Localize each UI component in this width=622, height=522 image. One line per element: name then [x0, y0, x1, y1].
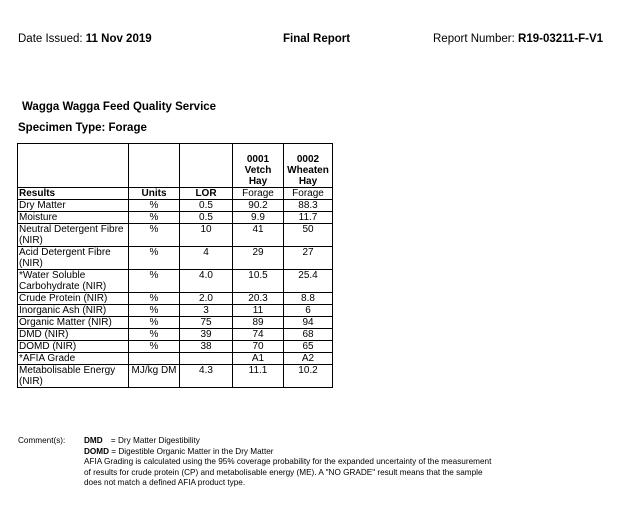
dmd-definition: = Dry Matter Digestibility — [108, 436, 200, 445]
result-lor: 10 — [180, 224, 233, 247]
table-row — [18, 247, 333, 270]
result-name: Moisture — [18, 212, 129, 224]
result-name: Metabolisable Energy (NIR) — [18, 365, 129, 388]
table-row — [18, 212, 333, 224]
result-lor — [180, 353, 233, 365]
result-sample2: 50 — [284, 224, 333, 247]
report-status: Final Report — [283, 33, 351, 45]
result-lor: 0.5 — [180, 212, 233, 224]
report-number-value: R19-03211-F-V1 — [518, 33, 604, 45]
table-row — [18, 317, 333, 329]
afia-note-line2: of results for crude protein (CP) and metabolisable energy (ME). A "NO GRADE" result means that the sample — [84, 467, 483, 477]
report-number-label: Report Number: — [433, 33, 515, 45]
result-sample2: 68 — [284, 329, 333, 341]
result-name: Neutral Detergent Fibre (NIR) — [18, 224, 129, 247]
date-label: Date Issued: — [18, 33, 83, 45]
result-sample1: 11 — [233, 305, 284, 317]
result-name: Organic Matter (NIR) — [18, 317, 129, 329]
comments-label: Comment(s): — [18, 436, 66, 445]
table-row — [18, 305, 333, 317]
result-name: DOMD (NIR) — [18, 341, 129, 353]
result-lor: 4 — [180, 247, 233, 270]
result-units: MJ/kg DM — [129, 365, 180, 388]
result-sample1: 9.9 — [233, 212, 284, 224]
result-lor: 75 — [180, 317, 233, 329]
table-row — [18, 270, 333, 293]
date-issued — [18, 33, 152, 45]
table-row — [18, 293, 333, 305]
result-sample2: 10.2 — [284, 365, 333, 388]
result-lor: 2.0 — [180, 293, 233, 305]
result-sample1: A1 — [233, 353, 284, 365]
result-units: % — [129, 305, 180, 317]
sample1-type: Forage — [233, 188, 284, 200]
result-sample1: 74 — [233, 329, 284, 341]
results-header: Results — [18, 188, 129, 200]
lor-header: LOR — [180, 188, 233, 200]
afia-note-line1: AFIA Grading is calculated using the 95% coverage probability for the expanded uncertainty of the measurement — [84, 457, 492, 466]
result-units: % — [129, 247, 180, 270]
dmd-abbr: DMD — [84, 436, 103, 445]
column-header-row — [18, 188, 333, 200]
result-name: Crude Protein (NIR) — [18, 293, 129, 305]
result-lor: 38 — [180, 341, 233, 353]
result-sample1: 20.3 — [233, 293, 284, 305]
results-table — [17, 143, 333, 388]
result-units — [129, 353, 180, 365]
result-name: *AFIA Grade — [18, 353, 129, 365]
result-sample2: 65 — [284, 341, 333, 353]
date-value: 11 Nov 2019 — [85, 33, 152, 45]
result-lor: 4.3 — [180, 365, 233, 388]
result-lor: 3 — [180, 305, 233, 317]
result-lor: 0.5 — [180, 200, 233, 212]
result-lor: 4.0 — [180, 270, 233, 293]
table-row — [18, 200, 333, 212]
result-sample1: 41 — [233, 224, 284, 247]
sample2-header: 0002 Wheaten Hay — [284, 144, 333, 188]
result-sample2: 25.4 — [284, 270, 333, 293]
result-sample2: 88.3 — [284, 200, 333, 212]
table-row — [18, 365, 333, 388]
units-header: Units — [129, 188, 180, 200]
table-header-row — [18, 144, 333, 188]
result-sample2: 11.7 — [284, 212, 333, 224]
result-sample2: A2 — [284, 353, 333, 365]
result-units: % — [129, 317, 180, 329]
result-name: Inorganic Ash (NIR) — [18, 305, 129, 317]
result-units: % — [129, 341, 180, 353]
result-sample1: 70 — [233, 341, 284, 353]
specimen-type: Specimen Type: Forage — [18, 122, 147, 134]
result-units: % — [129, 212, 180, 224]
result-name: Dry Matter — [18, 200, 129, 212]
result-units: % — [129, 270, 180, 293]
result-sample2: 27 — [284, 247, 333, 270]
result-sample1: 11.1 — [233, 365, 284, 388]
result-lor: 39 — [180, 329, 233, 341]
result-name: DMD (NIR) — [18, 329, 129, 341]
result-sample2: 94 — [284, 317, 333, 329]
sample2-type: Forage — [284, 188, 333, 200]
table-row — [18, 329, 333, 341]
result-sample1: 10.5 — [233, 270, 284, 293]
result-sample1: 89 — [233, 317, 284, 329]
result-sample1: 90.2 — [233, 200, 284, 212]
result-units: % — [129, 224, 180, 247]
result-units: % — [129, 200, 180, 212]
result-units: % — [129, 293, 180, 305]
result-name: Acid Detergent Fibre (NIR) — [18, 247, 129, 270]
result-name: *Water Soluble Carbohydrate (NIR) — [18, 270, 129, 293]
sample1-header: 0001 Vetch Hay — [233, 144, 284, 188]
result-sample2: 8.8 — [284, 293, 333, 305]
result-sample2: 6 — [284, 305, 333, 317]
domd-abbr: DOMD — [84, 446, 110, 456]
table-row — [18, 353, 333, 365]
table-row — [18, 341, 333, 353]
result-sample1: 29 — [233, 247, 284, 270]
afia-note-line3: does not match a defined AFIA product type. — [84, 478, 246, 487]
table-row — [18, 224, 333, 247]
result-units: % — [129, 329, 180, 341]
lab-name: Wagga Wagga Feed Quality Service — [22, 101, 217, 113]
domd-definition: = Digestible Organic Matter in the Dry Matter — [109, 446, 274, 456]
report-number — [433, 33, 603, 45]
